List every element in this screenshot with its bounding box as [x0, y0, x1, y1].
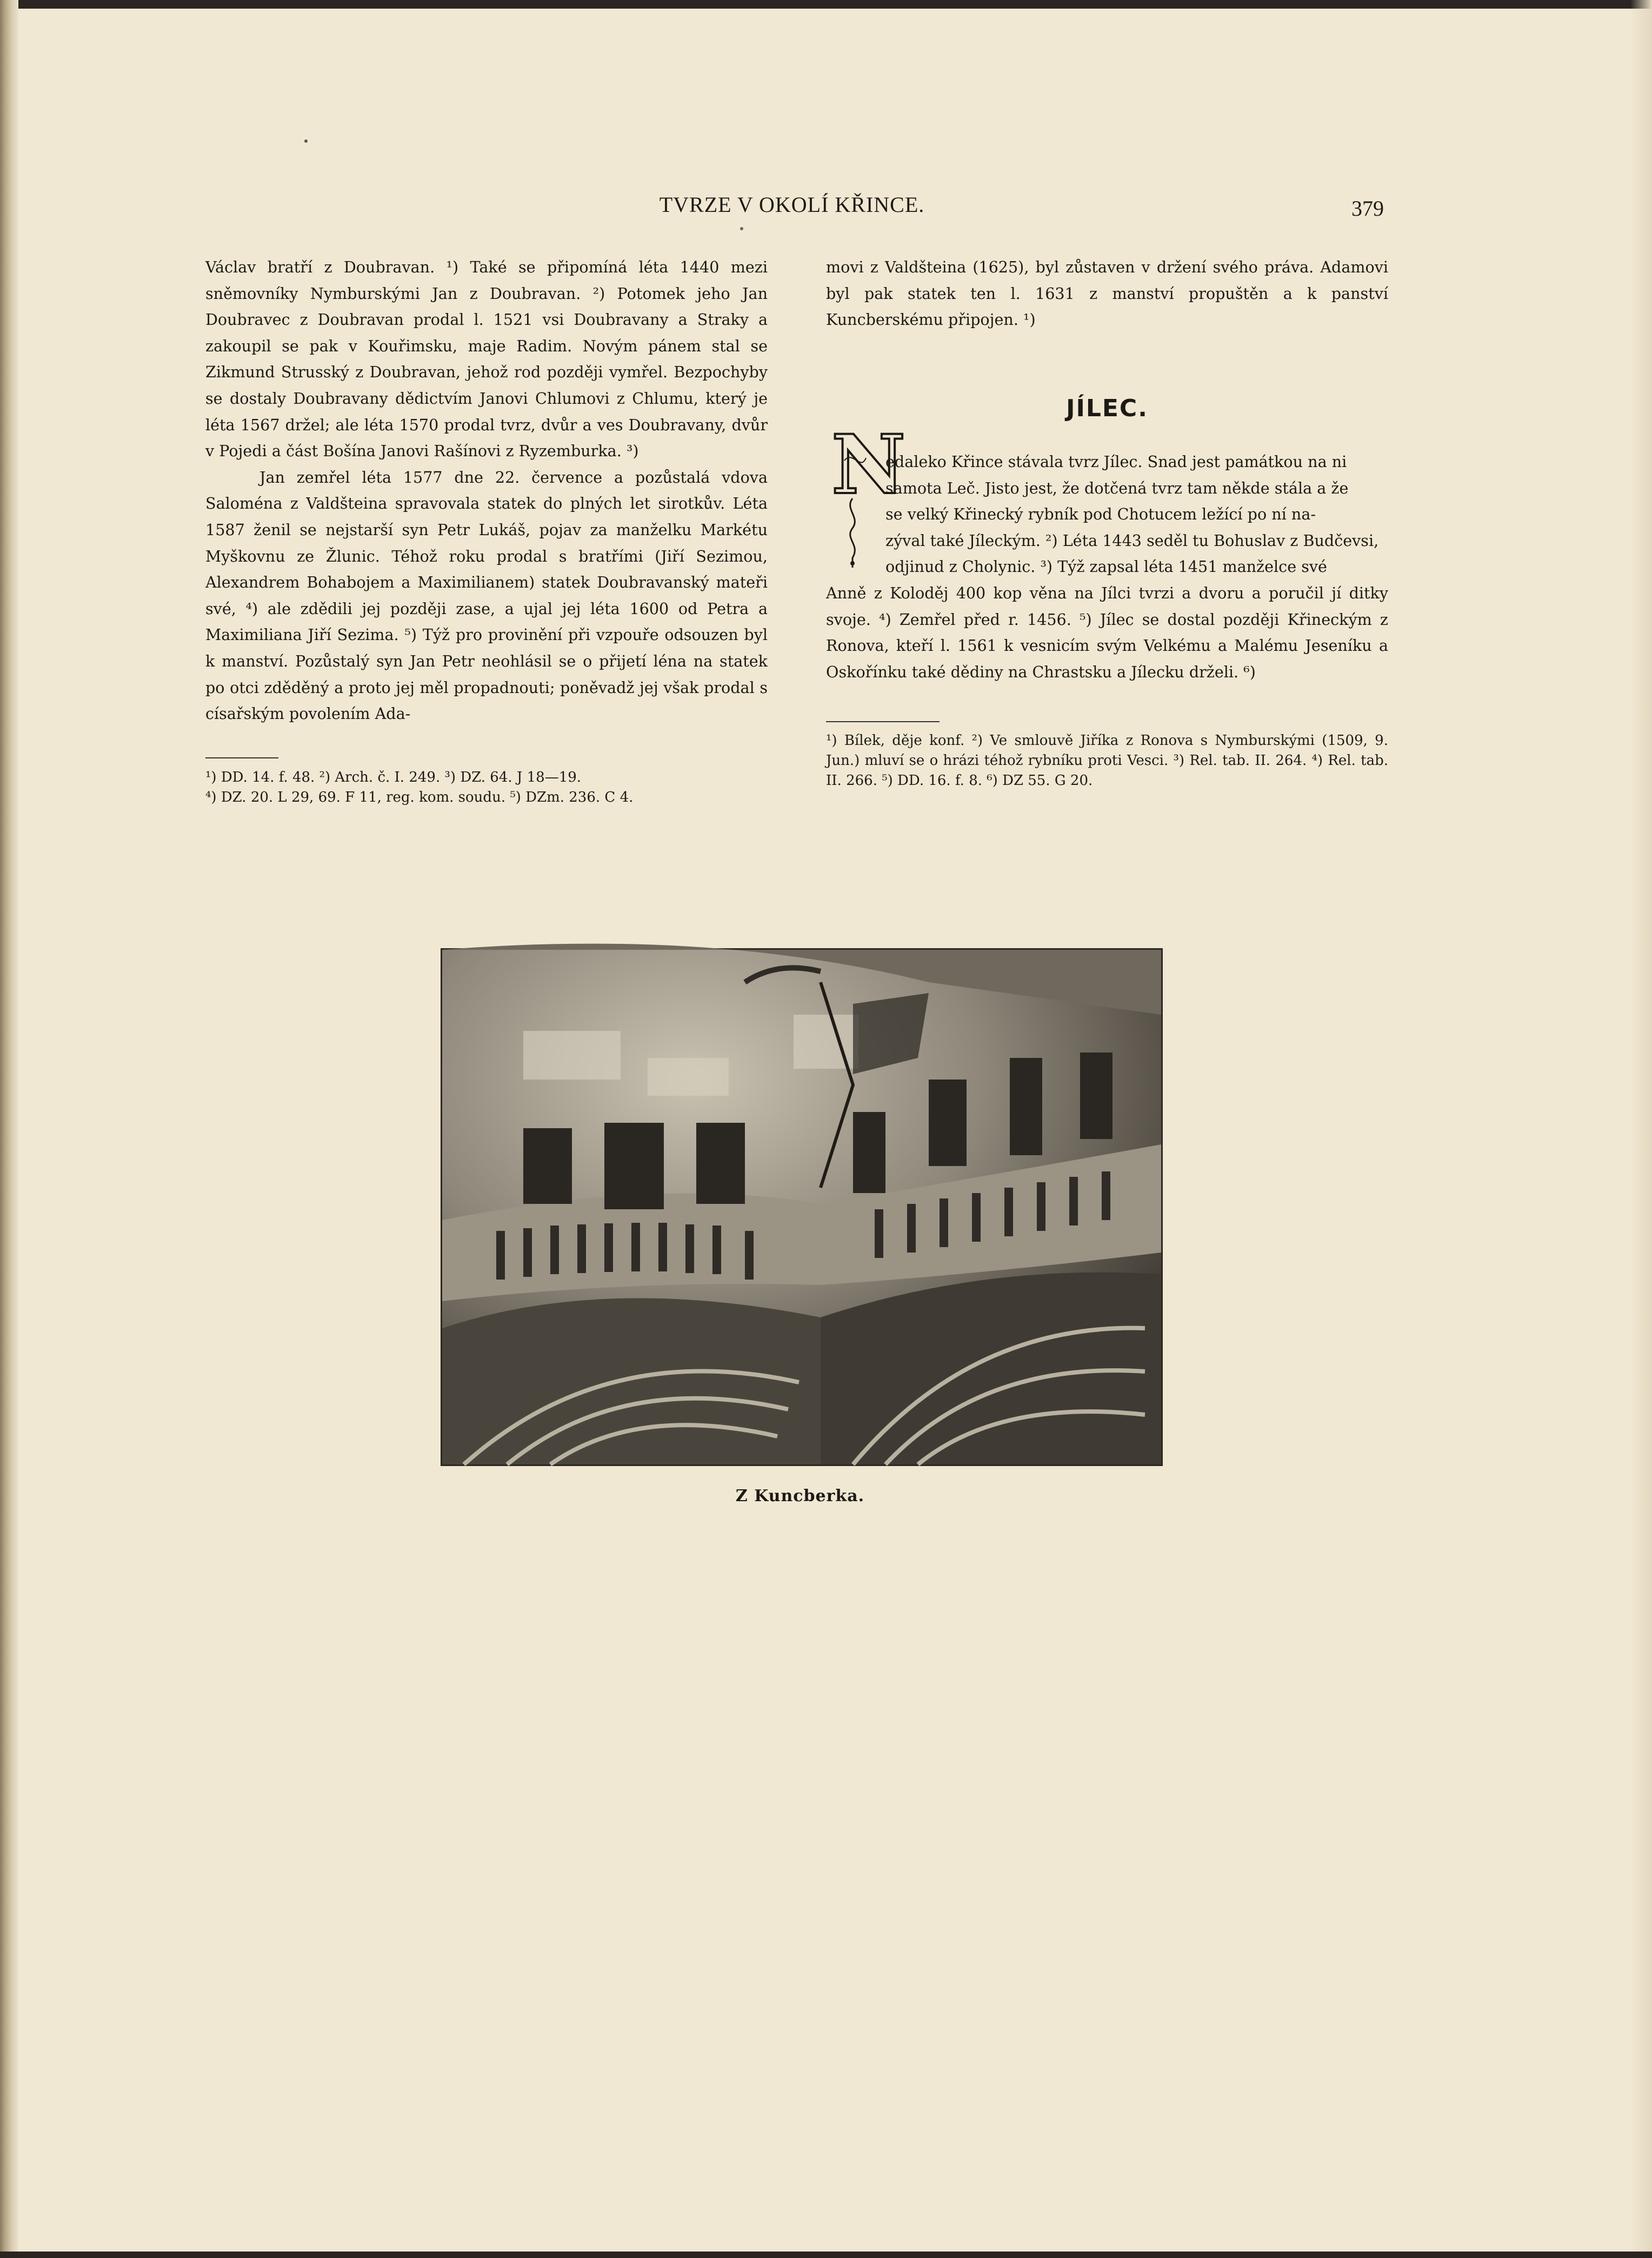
running-header: TVRZE V OKOLÍ KŘINCE.: [659, 192, 925, 217]
right-footnotes: ¹) Bílek, děje konf. ²) Ve smlouvě Jiříka z Ronova s Nymburskými (1509, 9. Jun.) mluví se o hrázi téhož rybníku proti Vesci. ³) Rel. tab. II. 264. ⁴) Rel. tab. II. 266. ⁵) DD. 16. f. 8. ⁶) DZ 55. G 20.: [826, 732, 1388, 789]
left-footnote-line-1: ¹) DD. 14. f. 48. ²) Arch. č. I. 249. ³) DZ. 64. J 18—19.: [205, 769, 582, 785]
photo-kuncberk-ceiling: [441, 948, 1163, 1466]
ceiling-fresco-image: [442, 950, 1161, 1464]
jilec-paragraph-rest: Anně z Koloděj 400 kop věna na Jílci tvrzi a dvoru a poručil jí ditky svoje. ⁴) Zemřel před r. 1456. ⁵) Jílec se dostal později Křineckým z Ronova, kteří l. 1561 k vesnicím svým Velkému a Malému Jeseníku a Oskořínku také dědiny na Chrastsku a Jílecku drželi. ⁶): [826, 583, 1388, 681]
scan-bottom-border: [0, 2252, 1652, 2258]
figure-caption: Z Kuncberka.: [735, 1487, 865, 1506]
right-column-continuation: movi z Valdšteina (1625), byl zůstaven v držení svého práva. Adamovi byl pak statek ten l. 1631 z manství propuštěn a k panství Kuncberskému připojen. ¹): [826, 258, 1388, 329]
jilec-line-5: odjinud z Cholynic. ³) Týž zapsal léta 1451 manželce své: [885, 557, 1327, 576]
jilec-section-text: [826, 449, 1388, 685]
page-binding-edge: [0, 0, 18, 2258]
left-footnote-line-2: ⁴) DZ. 20. L 29, 69. F 11, reg. kom. soudu. ⁵) DZm. 236. C 4.: [205, 789, 634, 805]
jilec-line-3: se velký Křinecký rybník pod Chotucem ležící po ní na-: [885, 505, 1316, 524]
page-right-shade: [1630, 0, 1652, 2258]
section-title-jilec: JÍLEC.: [1066, 395, 1148, 422]
scan-top-border: [0, 0, 1652, 9]
left-footnote-rule: [205, 757, 278, 758]
jilec-line-4: zýval také Jíleckým. ²) Léta 1443 seděl tu Bohuslav z Budčevsi,: [885, 531, 1379, 550]
left-paragraph-2: Jan zemřel léta 1577 dne 22. července a pozůstalá vdova Saloména z Valdšteina spravovala statek do plných let sirotkův. Léta 1587 ženil se nejstarší syn Petr Lukáš, pojav za manželku Markétu Myškovnu ze Žlunic. Téhož roku prodal s bratřími (Jiří Sezimou, Alexandrem Bohabojem a Maximilianem) statek Doubravanský mateři své, ⁴) ale zdědili jej později zase, a ujal jej léta 1600 od Petra a Maximiliana Jiří Sezima. ⁵) Týž pro provinění při vzpouře odsouzen byl k manství. Pozůstalý syn Jan Petr neohlásil se o přijetí léna na statek po otci zděděný a proto jej měl propadnouti; poněvadž jej však prodal s císařským povolením Ada-: [205, 468, 768, 723]
jilec-line-2: samota Leč. Jisto jest, že dotčená tvrz tam někde stála a že: [885, 478, 1349, 497]
left-column: [205, 254, 768, 727]
header-mark: [740, 227, 743, 230]
left-footnotes: [205, 768, 768, 808]
jilec-line-1: edaleko Křince stávala tvrz Jílec. Snad jest památkou na ni: [885, 452, 1347, 471]
page-number: 379: [1351, 196, 1384, 221]
left-paragraph-1: Václav bratří z Doubravan. ¹) Také se připomíná léta 1440 mezi sněmovníky Nymburskými Jan z Doubravan. ²) Potomek jeho Jan Doubravec z Doubravan prodal l. 1521 vsi Doubravany a Straky a zakoupil se pak v Kouřimsku, maje Radim. Novým pánem stal se Zikmund Strusský z Doubravan, jehož rod později vymřel. Bezpochyby se dostaly Doubravany dědictvím Janovi Chlumovi z Chlumu, který je léta 1567 držel; ale léta 1570 prodal tvrz, dvůr a ves Doubravany, dvůr v Pojedi a část Bošína Janovi Rašínovi z Ryzemburka. ³): [205, 258, 768, 461]
right-footnote-rule: [826, 721, 940, 722]
stray-mark: [304, 139, 308, 143]
initial-letter: N: [831, 417, 906, 512]
